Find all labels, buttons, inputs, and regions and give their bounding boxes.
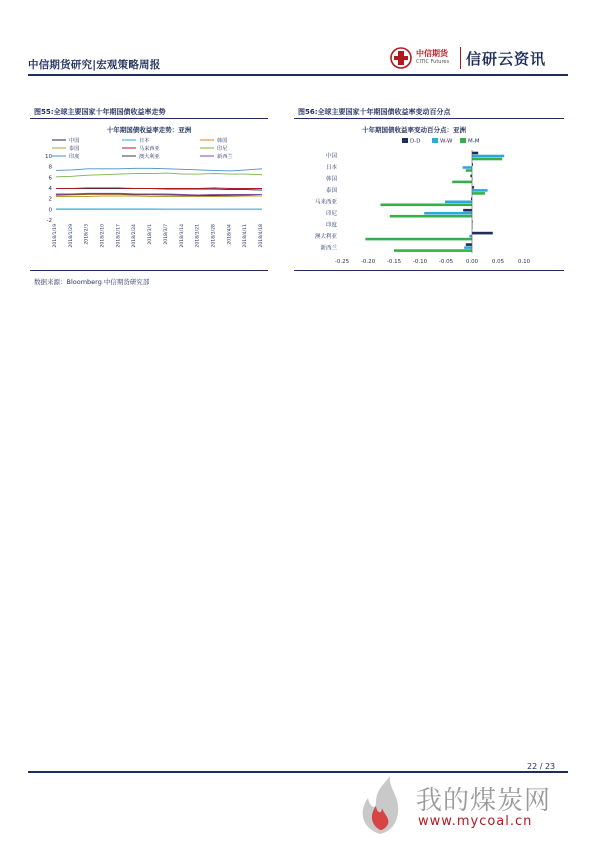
chart55-xtick: 2018/3/1 xyxy=(148,224,154,245)
chart56-bar xyxy=(381,204,473,207)
chart55-xtick: 2018/3/14 xyxy=(179,224,185,248)
brand-en-name: CITIC Futures xyxy=(416,59,450,65)
chart56-category-label: 印尼 xyxy=(325,210,337,217)
chart56-xtick: -0.15 xyxy=(386,259,402,265)
chart55-xtick: 2018/4/18 xyxy=(259,224,264,248)
chart56-legend-label: M-M xyxy=(468,138,480,145)
brand-cn-name: 中信期货 xyxy=(416,49,448,58)
chart56-category-label: 新西兰 xyxy=(320,245,337,252)
chart56-xtick: 0.00 xyxy=(465,259,479,265)
chart56-bar xyxy=(472,152,478,155)
chart56-bar xyxy=(472,158,502,161)
chart56-legend-swatch xyxy=(402,138,408,143)
chart56-xtick: 0.05 xyxy=(491,259,505,265)
chart56-xtick: 0.10 xyxy=(517,259,531,265)
chart55-legend-label: 印度 xyxy=(69,154,80,161)
chart55-legend-label: 新西兰 xyxy=(217,154,233,161)
chart56-legend-swatch xyxy=(460,138,466,143)
chart56-bar xyxy=(390,215,472,218)
figure56-bottom-rule xyxy=(294,270,564,271)
chart56-bar xyxy=(365,238,472,241)
chart56-bar xyxy=(472,232,493,235)
chart56-xtick: -0.10 xyxy=(412,259,428,265)
chart56-xtick: -0.20 xyxy=(360,259,376,265)
chart56-bar xyxy=(394,249,472,252)
chart56-bar xyxy=(472,155,504,158)
chart55-ytick: 8 xyxy=(48,164,52,171)
figure55-caption: 图55:全球主要国家十年期国债收益率走势 xyxy=(34,108,166,116)
page-number: 22 / 23 xyxy=(527,762,556,771)
brand-logo-block xyxy=(390,45,570,73)
figure55-line-chart xyxy=(30,120,268,268)
watermark-url: www.mycoal.cn xyxy=(418,814,533,829)
chart56-bar xyxy=(464,246,472,249)
chart56-category-label: 印度 xyxy=(325,222,337,229)
chart56-bar xyxy=(424,212,472,215)
chart56-category-label: 中国 xyxy=(325,153,337,160)
chart56-category-label: 泰国 xyxy=(325,188,337,195)
chart55-xtick: 2018/1/19 xyxy=(53,224,58,248)
chart56-bar xyxy=(472,189,488,192)
chart56-bar xyxy=(472,186,474,189)
chart55-ytick: -2 xyxy=(46,218,52,224)
brand-separator xyxy=(460,47,461,69)
figure55-bottom-rule xyxy=(30,270,268,271)
chart55-ytick: 4 xyxy=(48,186,52,192)
chart55-xtick: 2018/2/3 xyxy=(84,224,90,245)
chart55-legend-label: 泰国 xyxy=(69,146,80,153)
chart55-xtick: 2018/4/4 xyxy=(227,224,233,245)
chart56-xtick: -0.25 xyxy=(334,259,350,265)
figure55-top-rule xyxy=(30,118,268,119)
chart55-series-line xyxy=(56,173,262,177)
chart55-xtick: 2018/4/11 xyxy=(243,224,249,248)
chart56-bar xyxy=(463,209,472,212)
figure56-caption: 图56:全球主要国家十年期国债收益率变动百分点 xyxy=(298,108,451,116)
chart55-legend-label: 日本 xyxy=(139,138,150,145)
chart55-xtick: 2018/2/17 xyxy=(116,224,122,248)
chart55-xtick: 2018/2/10 xyxy=(100,224,106,248)
header-divider xyxy=(28,74,568,76)
flame-logo-icon xyxy=(350,772,410,838)
chart55-ytick: 2 xyxy=(48,196,52,203)
chart55-series-line xyxy=(56,188,262,189)
brand-product-name: 信研云资讯 xyxy=(466,50,547,68)
chart56-bar xyxy=(463,166,472,169)
chart56-legend-label: D-D xyxy=(410,138,421,145)
chart56-bar xyxy=(452,181,472,184)
chart55-xtick: 2018/2/24 xyxy=(132,224,138,248)
chart56-category-label: 澳大利亚 xyxy=(314,233,337,240)
chart55-legend-label: 澳大利亚 xyxy=(139,154,160,161)
chart55-legend-label: 马来西亚 xyxy=(139,146,160,153)
mycoal-watermark xyxy=(350,770,580,840)
chart56-bar xyxy=(445,201,472,204)
chart56-legend-label: W-W xyxy=(440,138,453,145)
figure56-top-rule xyxy=(294,118,564,119)
chart56-category-label: 日本 xyxy=(325,165,337,172)
chart56-bar xyxy=(472,192,485,195)
chart55-title: 十年期国债收益率走势：亚洲 xyxy=(106,126,192,134)
chart56-bar xyxy=(466,243,472,246)
chart55-series-line xyxy=(56,168,262,171)
report-header-title: 中信期货研究|宏观策略周报 xyxy=(28,59,161,71)
chart56-title: 十年期国债收益率变动百分点：亚洲 xyxy=(362,126,466,134)
chart55-ytick: 6 xyxy=(48,175,52,182)
chart56-category-label: 马来西亚 xyxy=(314,199,337,206)
chart55-xtick: 2018/1/29 xyxy=(68,224,74,248)
chart55-xtick: 2018/3/21 xyxy=(195,224,201,248)
chart56-bar xyxy=(469,235,472,238)
chart56-legend-swatch xyxy=(432,138,438,143)
data-source-note: 数据来源：Bloomberg 中信期货研究部 xyxy=(34,278,150,286)
chart56-xtick: -0.05 xyxy=(438,259,454,265)
chart56-category-label: 韩国 xyxy=(325,176,337,183)
chart55-legend-label: 韩国 xyxy=(217,138,228,145)
chart55-ytick: 10 xyxy=(45,154,52,160)
citic-futures-logo-icon xyxy=(390,47,412,69)
chart56-bar xyxy=(466,169,472,172)
watermark-cn-text: 我的煤炭网 xyxy=(416,786,552,816)
chart55-legend-label: 中国 xyxy=(69,138,80,145)
chart55-xtick: 2018/3/28 xyxy=(211,224,217,248)
chart55-ytick: 0 xyxy=(48,207,52,214)
chart55-series-line xyxy=(56,196,262,197)
chart55-xtick: 2018/3/7 xyxy=(163,224,169,245)
chart55-legend-label: 印尼 xyxy=(217,146,228,153)
figure56-bar-chart xyxy=(294,120,564,268)
